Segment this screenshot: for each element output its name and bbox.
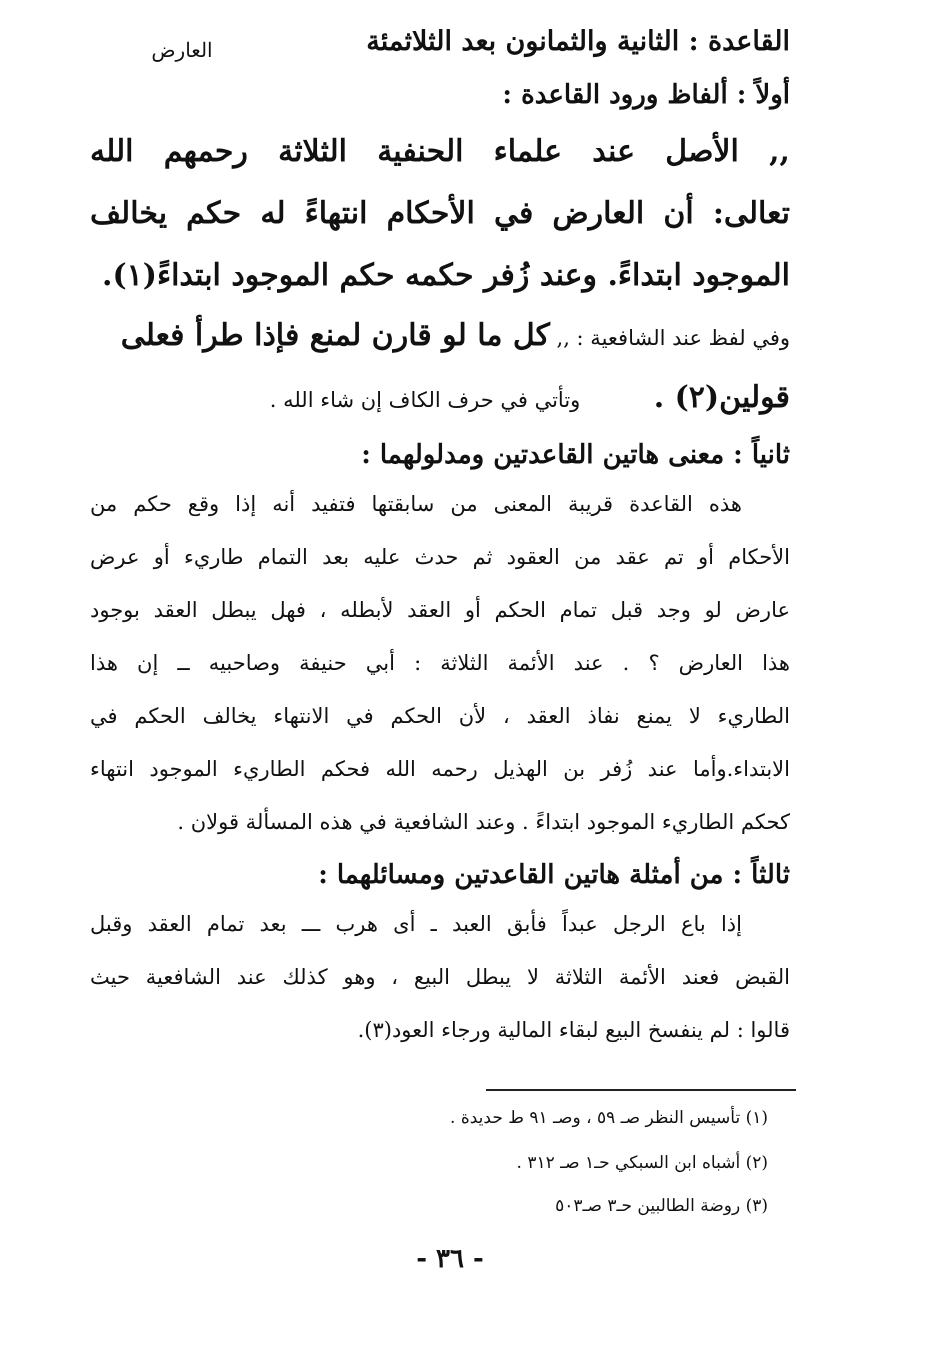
- shafii-rule-bold: كل ما لو قارن لمنع فإذا طرأ فعلى: [120, 318, 550, 353]
- rule-text-line-2: تعالى: أن العارض في الأحكام انتهاءً له حكم يخالف: [90, 196, 790, 231]
- running-header-topic: العارض: [151, 38, 213, 62]
- rule-title: القاعدة : الثانية والثمانون بعد الثلاثمئة: [366, 26, 790, 57]
- footnote-2: (٢) أشباه ابن السبكي حـ١ صـ ٣١٢ .: [516, 1153, 768, 1173]
- page-number: - ٣٦ -: [416, 1244, 484, 1274]
- shafii-wording-line-1: [90, 318, 790, 353]
- rule-text-line-1: ,, الأصل عند علماء الحنفية الثلاثة رحمهم الله: [90, 134, 790, 169]
- meaning-line-1: هذه القاعدة قريبة المعنى من سابقتها فتفيد أنه إذا وقع حكم من: [90, 492, 742, 516]
- meaning-line-7: كحكم الطاريء الموجود ابتداءً . وعند الشافعية في هذه المسألة قولان .: [177, 810, 790, 834]
- meaning-line-2: الأحكام أو تم عقد من العقود ثم حدث عليه بعد التمام طاريء أو عرض: [90, 545, 790, 569]
- meaning-line-6: الابتداء.وأما عند زُفر بن الهذيل رحمه الله فحكم الطاريء الموجود انتهاء: [90, 757, 790, 781]
- shafii-rule-bold-end: قولين(٢) .: [653, 380, 790, 415]
- example-line-2: القبض فعند الأئمة الثلاثة لا يبطل البيع ، وهو كذلك عند الشافعية حيث: [90, 965, 790, 989]
- cross-reference-note: وتأتي في حرف الكاف إن شاء الله .: [269, 388, 581, 412]
- footnote-1: (١) تأسيس النظر صـ ٥٩ ، وصـ ٩١ ط حديدة .: [450, 1108, 768, 1128]
- rule-text-line-3: الموجود ابتداءً. وعند زُفر حكمه حكم الموجود ابتداءً(١).: [102, 258, 790, 293]
- meaning-line-4: هذا العارض ؟ . عند الأئمة الثلاثة : أبي حنيفة وصاحبيه ــ إن هذا: [90, 651, 790, 675]
- meaning-line-3: عارض لو وجد قبل تمام الحكم أو العقد لأبطله ، فهل يبطل العقد بوجود: [90, 598, 790, 622]
- footnote-3: (٣) روضة الطالبين حـ٣ صـ٥٠٣: [555, 1196, 768, 1216]
- meaning-line-5: الطاريء لا يمنع نفاذ العقد ، لأن الحكم في الانتهاء يخالف الحكم في: [90, 704, 790, 728]
- section-heading-third: ثالثاً : من أمثلة هاتين القاعدتين ومسائلهما :: [318, 860, 790, 890]
- section-heading-second: ثانياً : معنى هاتين القاعدتين ومدلولهما :: [361, 440, 790, 470]
- example-line-1: إذا باع الرجل عبداً فأبق العبد ـ أى هرب ـــ بعد تمام العقد وقبل: [90, 912, 742, 936]
- shafii-wording-line-2: [90, 380, 790, 415]
- section-heading-first: أولاً : ألفاظ ورود القاعدة :: [502, 80, 790, 110]
- footnote-separator: [486, 1089, 796, 1091]
- shafii-intro: وفي لفظ عند الشافعية : ,,: [549, 326, 790, 350]
- example-line-3: قالوا : لم ينفسخ البيع لبقاء المالية ورجاء العود(٣).: [357, 1018, 790, 1042]
